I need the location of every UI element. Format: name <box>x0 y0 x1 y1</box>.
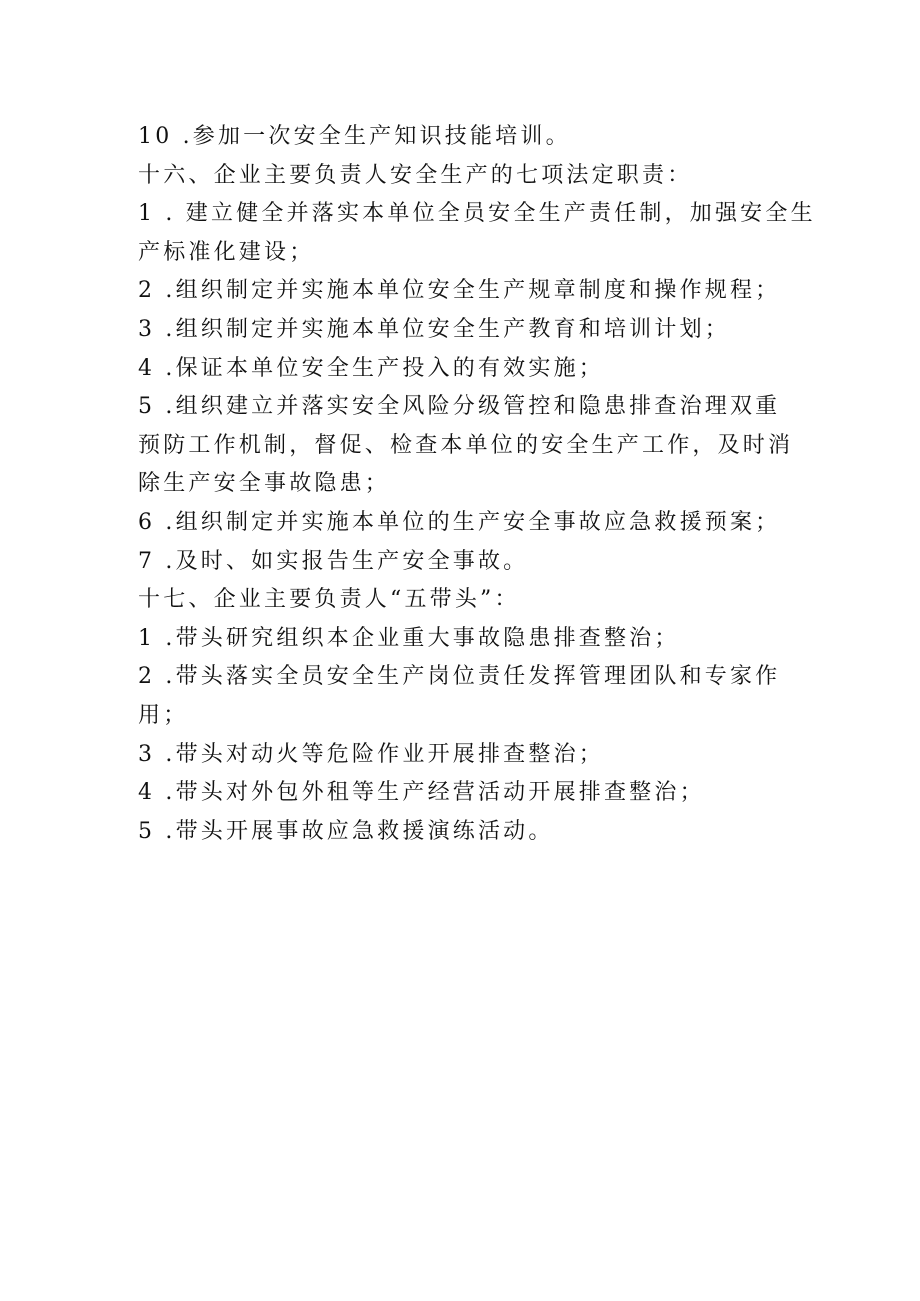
text-line-duty-2: 2 .组织制定并实施本单位安全生产规章制度和操作规程； <box>138 278 781 304</box>
text-line-duty-3: 3 .组织制定并实施本单位安全生产教育和培训计划； <box>138 316 730 342</box>
text-line-duty-1: 1 . 建立健全并落实本单位全员安全生产责任制，加强安全生 <box>138 201 816 227</box>
text-line-lead-4: 4 .带头对外包外租等生产经营活动开展排查整治； <box>138 780 705 806</box>
text-line-duty-6: 6 .组织制定并实施本单位的生产安全事故应急救援预案； <box>138 509 781 535</box>
text-line-lead-1: 1 .带头研究组织本企业重大事故隐患排查整治； <box>138 625 680 651</box>
text-line-duty-5-cont-a: 预防工作机制，督促、检查本单位的安全生产工作，及时消 <box>138 432 794 458</box>
document-body <box>138 118 816 851</box>
text-line-duty-5: 5 .组织建立并落实安全风险分级管控和隐患排查治理双重 <box>138 394 781 420</box>
text-line-duty-7: 7 .及时、如实报告生产安全事故。 <box>138 548 529 574</box>
text-line-item-10: 10 .参加一次安全生产知识技能培训。 <box>138 124 571 149</box>
text-line-duty-4: 4 .保证本单位安全生产投入的有效实施； <box>138 355 604 381</box>
text-line-lead-3: 3 .带头对动火等危险作业开展排查整治； <box>138 741 604 767</box>
section-heading-17: 十七、企业主要负责人“五带头”： <box>138 587 520 613</box>
text-line-lead-5: 5 .带头开展事故应急救援演练活动。 <box>138 818 554 844</box>
text-line-duty-5-cont-b: 除生产安全事故隐患； <box>138 471 391 497</box>
text-line-duty-1-cont: 产标准化建设； <box>138 239 315 265</box>
text-line-lead-2-cont: 用； <box>138 702 189 728</box>
section-heading-16: 十六、企业主要负责人安全生产的七项法定职责： <box>138 162 693 188</box>
text-line-lead-2: 2 .带头落实全员安全生产岗位责任发挥管理团队和专家作 <box>138 664 781 690</box>
